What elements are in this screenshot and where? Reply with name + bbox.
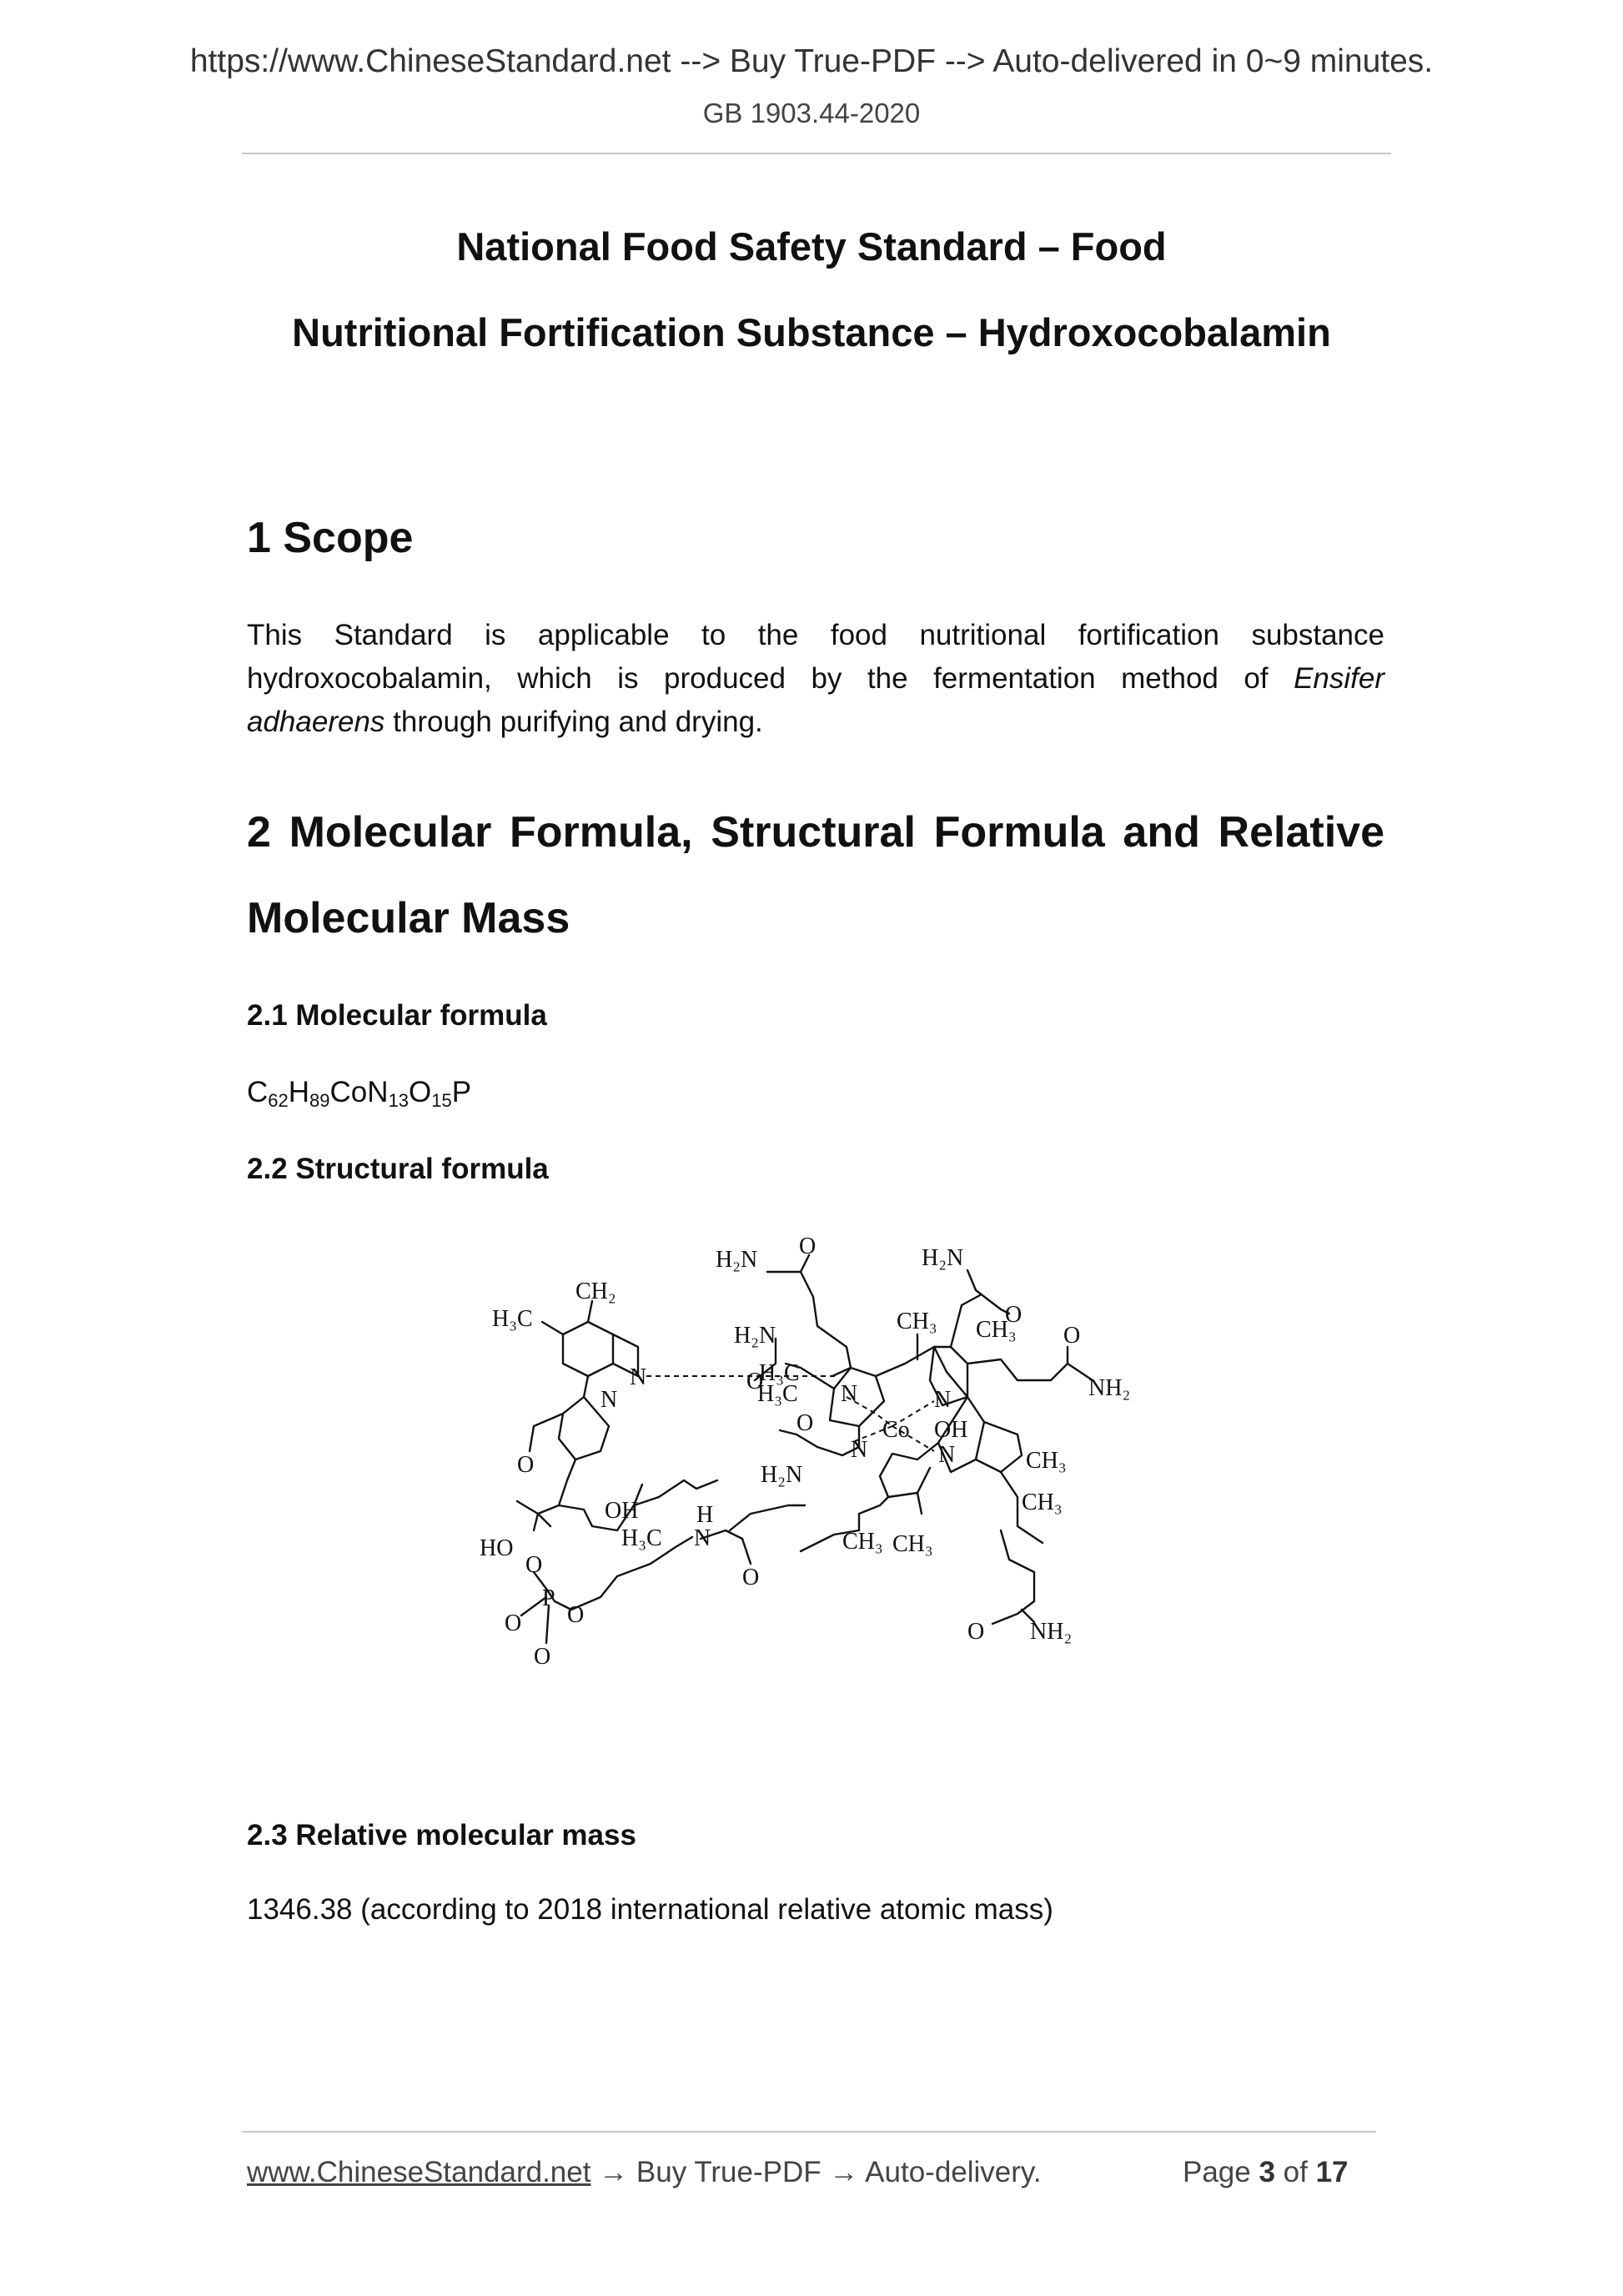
section-2-heading-line2: Molecular Mass	[247, 894, 570, 942]
struct-label: CH₃	[1026, 1448, 1067, 1474]
paragraph-line-1: This Standard is applicable to the food nutritional fortification substance	[247, 619, 1384, 651]
subsection-2-1-heading: 2.1 Molecular formula	[247, 999, 547, 1032]
species-epithet: adhaerens	[247, 706, 385, 738]
struct-label: H	[696, 1502, 714, 1528]
struct-label: H₃C	[759, 1360, 800, 1386]
struct-label: O	[525, 1552, 543, 1578]
struct-label: OH	[605, 1498, 639, 1524]
struct-label: H₂N	[761, 1462, 803, 1488]
section-2-heading-line1: 2 Molecular Formula, Structural Formula and Relative	[247, 808, 1384, 857]
struct-label: H₂N	[734, 1323, 776, 1349]
footer-divider	[242, 2131, 1376, 2133]
struct-label: OH	[934, 1417, 968, 1443]
struct-label: N	[938, 1442, 956, 1468]
struct-label: N	[694, 1525, 711, 1551]
struct-label: N	[841, 1381, 858, 1407]
struct-label: O	[967, 1619, 985, 1645]
molecular-formula: $C_{62}H_{89}CoN_{13}O_{15}P$	[247, 1076, 472, 1111]
struct-label: O	[796, 1410, 814, 1436]
struct-label: CH₃	[976, 1317, 1017, 1343]
header-standard-code: GB 1903.44-2020	[702, 98, 921, 128]
document-title-line1: National Food Safety Standard – Food	[456, 224, 1167, 269]
struct-label: P	[542, 1585, 555, 1611]
struct-label: CH₂	[575, 1279, 616, 1304]
struct-label: O	[567, 1602, 585, 1628]
header-divider	[242, 153, 1391, 154]
struct-label: O	[1005, 1302, 1023, 1328]
struct-label: O	[746, 1369, 764, 1394]
struct-label: O	[799, 1233, 817, 1259]
struct-label: Co	[882, 1417, 910, 1443]
struct-label: CH₃	[892, 1531, 933, 1557]
struct-label: N	[630, 1364, 647, 1390]
paragraph-text: hydroxocobalamin, which is produced by the fermentation method of	[247, 662, 1294, 695]
struct-label: N	[851, 1437, 868, 1463]
section-1-paragraph	[247, 614, 1384, 744]
page-indicator: Page 3 of 17	[1183, 2156, 1349, 2188]
struct-label: CH₃	[1022, 1490, 1063, 1515]
struct-label: N	[934, 1387, 952, 1413]
paragraph-text: through purifying and drying.	[384, 706, 763, 738]
relative-molecular-mass: 1346.38 (according to 2018 international relative atomic mass)	[247, 1893, 1053, 1926]
struct-label: H₃C	[621, 1525, 662, 1551]
struct-label: HO	[480, 1535, 514, 1561]
total-page-count: 17	[1315, 2156, 1349, 2188]
struct-label: CH₃	[897, 1309, 937, 1334]
section-1-heading: 1 Scope	[247, 514, 414, 562]
struct-label: O	[517, 1452, 535, 1478]
struct-label: O	[534, 1644, 551, 1670]
struct-label: NH₂	[1030, 1619, 1073, 1645]
current-page-number: 3	[1259, 2156, 1275, 2188]
footer-site-link[interactable]: www.ChineseStandard.net	[247, 2156, 591, 2188]
struct-label: O	[742, 1565, 760, 1590]
subsection-2-2-heading: 2.2 Structural formula	[247, 1153, 549, 1185]
struct-label: NH₂	[1088, 1375, 1131, 1401]
species-genus: Ensifer	[1294, 662, 1384, 695]
struct-label: CH₃	[842, 1529, 883, 1555]
struct-label: H₃C	[492, 1306, 533, 1332]
struct-label: O	[505, 1610, 522, 1636]
header-url-line: https://www.ChineseStandard.net --> Buy True-PDF --> Auto-delivered in 0~9 minutes.	[189, 43, 1434, 79]
paragraph-line-2	[247, 657, 1384, 701]
subsection-2-3-heading: 2.3 Relative molecular mass	[247, 1819, 636, 1851]
struct-label: N	[600, 1387, 618, 1413]
paragraph-line-3	[247, 701, 1384, 744]
struct-label: O	[1063, 1323, 1081, 1349]
struct-label: H₃C	[757, 1381, 798, 1407]
document-title-line2: Nutritional Fortification Substance – Hydroxocobalamin	[292, 310, 1331, 354]
footer-tagline: → Buy True-PDF → Auto-delivery.	[590, 2156, 1042, 2188]
footer-left	[247, 2156, 1042, 2189]
hydroxocobalamin-structure-diagram	[467, 1230, 1168, 1764]
struct-label: H₂N	[922, 1245, 964, 1271]
struct-label: H₂N	[716, 1247, 758, 1273]
